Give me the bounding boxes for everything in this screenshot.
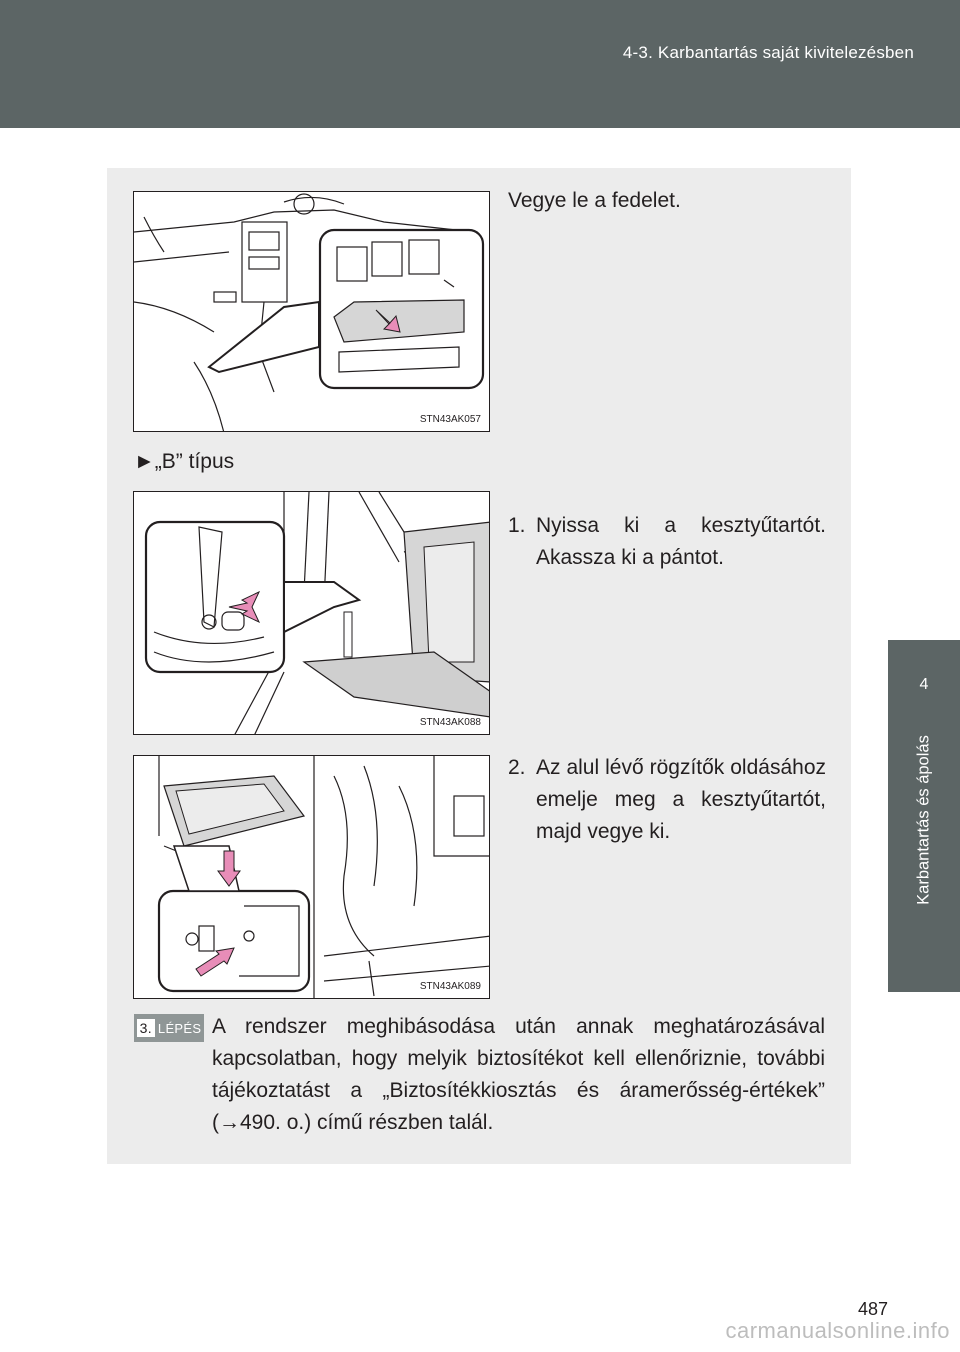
- figure-code: STN43AK057: [419, 414, 481, 425]
- figure-glovebox-removal: [133, 755, 490, 999]
- figure-glovebox-strap: [133, 491, 490, 735]
- item-text: Nyissa ki a kesztyűtartót. Akassza ki a pántot.: [536, 514, 826, 569]
- step3-text: A rendszer meghibásodása után annak meghatározásával kapcsolatban, hogy melyik biztosítékot kell ellenőriznie, további tájékoztatást a „Biztosítékkiosztás és áramerősség-értékek” (→490. o.) című részben talál.: [212, 1015, 825, 1134]
- section-title: 4-3. Karbantartás saját kivitelezésben: [622, 43, 914, 62]
- watermark: carmanualsonline.info: [725, 1318, 950, 1343]
- step-number: 3.: [137, 1019, 155, 1037]
- figure-code: STN43AK089: [419, 981, 481, 992]
- page-header: [0, 0, 960, 128]
- item-number: 2.: [508, 756, 526, 779]
- glovebox-removal-illustration: [134, 756, 490, 999]
- instruction-item-1: [508, 510, 826, 574]
- step-badge: [134, 1014, 204, 1042]
- item-text: Az alul lévő rögzítők oldásához emelje meg a kesztyűtartót, majd vegye ki.: [536, 756, 826, 843]
- type-b-label: ►„B” típus: [134, 450, 235, 473]
- figure-code: STN43AK088: [419, 717, 481, 728]
- glovebox-strap-illustration: [134, 492, 490, 735]
- item-number: 1.: [508, 514, 526, 537]
- instruction-item-2: [508, 752, 826, 848]
- chapter-number: 4: [919, 676, 929, 693]
- chapter-tab: [888, 640, 960, 992]
- dashboard-illustration: [134, 192, 490, 432]
- chapter-label: Karbantartás és ápolás: [914, 735, 933, 905]
- page-number: 487: [857, 1299, 888, 1319]
- step-label: LÉPÉS: [157, 1020, 202, 1036]
- remove-cover-text: Vegye le a fedelet.: [508, 189, 681, 212]
- figure-dashboard-cover: [133, 191, 490, 432]
